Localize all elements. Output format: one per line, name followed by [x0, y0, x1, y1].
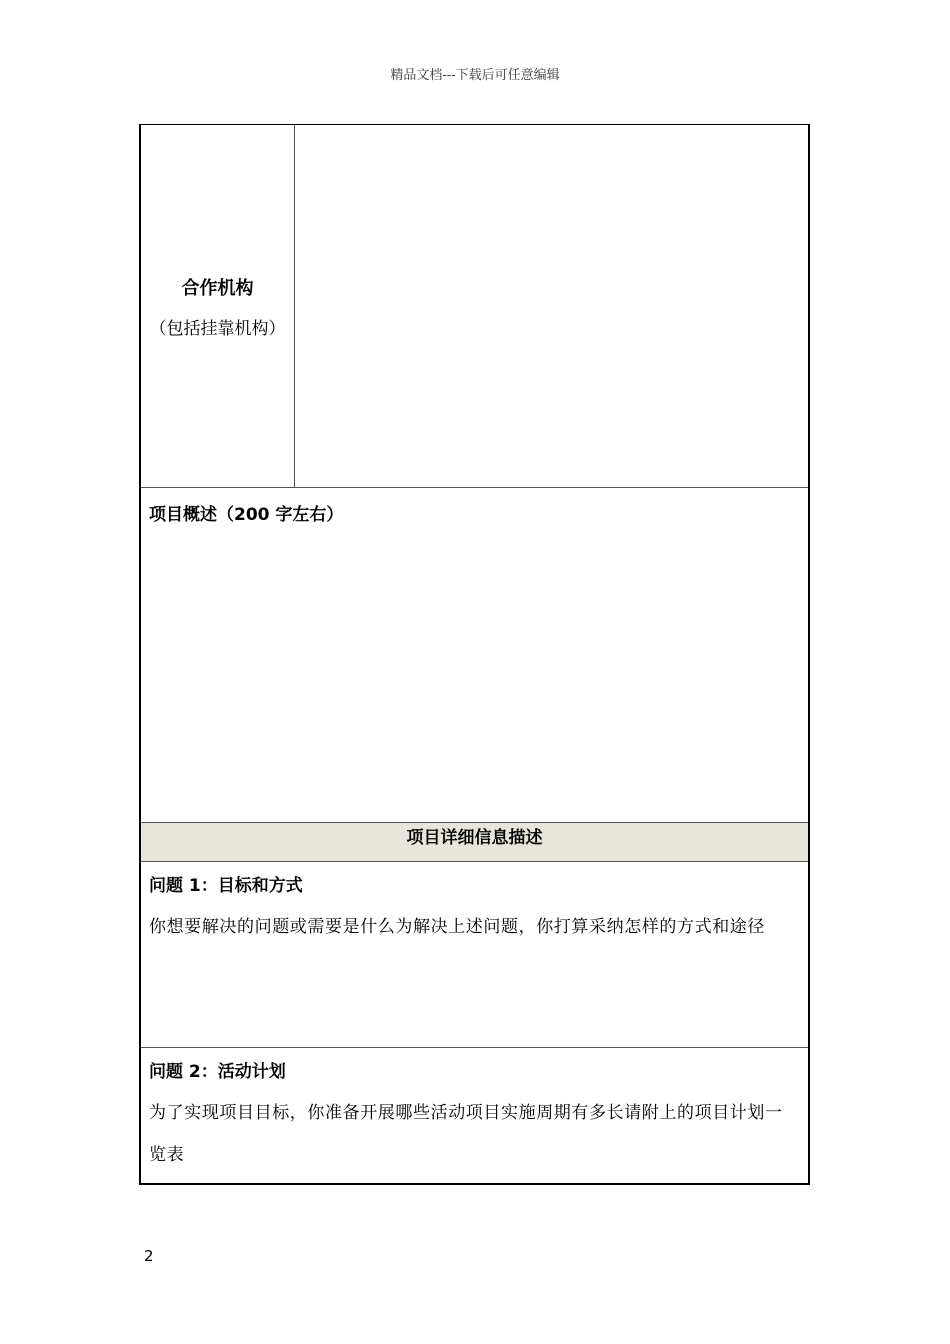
page-number: 2 [144, 1247, 154, 1265]
page-header: 精品文档---下载后可任意编辑 [390, 68, 560, 83]
cooperation-value-cell[interactable] [295, 125, 808, 487]
question-1-title: 问题 1：目标和方式 [149, 876, 303, 896]
question-2-row[interactable] [141, 1048, 808, 1183]
cooperation-row [141, 125, 808, 488]
cooperation-label-cell [141, 125, 295, 487]
cooperation-title: 合作机构 [181, 277, 254, 299]
question-1-text: 你想要解决的问题或需要是什么为解决上述问题，你打算采纳怎样的方式和途径 [149, 917, 765, 937]
overview-title: 项目概述（200 字左右） [149, 505, 344, 525]
question-1-row[interactable] [141, 862, 808, 1048]
application-form-table [139, 124, 810, 1185]
question-2-title: 问题 2：活动计划 [149, 1062, 286, 1082]
question-2-text: 为了实现项目目标，你准备开展哪些活动项目实施周期有多长请附上的项目计划一览表 [149, 1103, 783, 1165]
section-header: 项目详细信息描述 [141, 823, 808, 862]
overview-row[interactable] [141, 488, 808, 823]
cooperation-subtitle: （包括挂靠机构） [149, 318, 286, 339]
